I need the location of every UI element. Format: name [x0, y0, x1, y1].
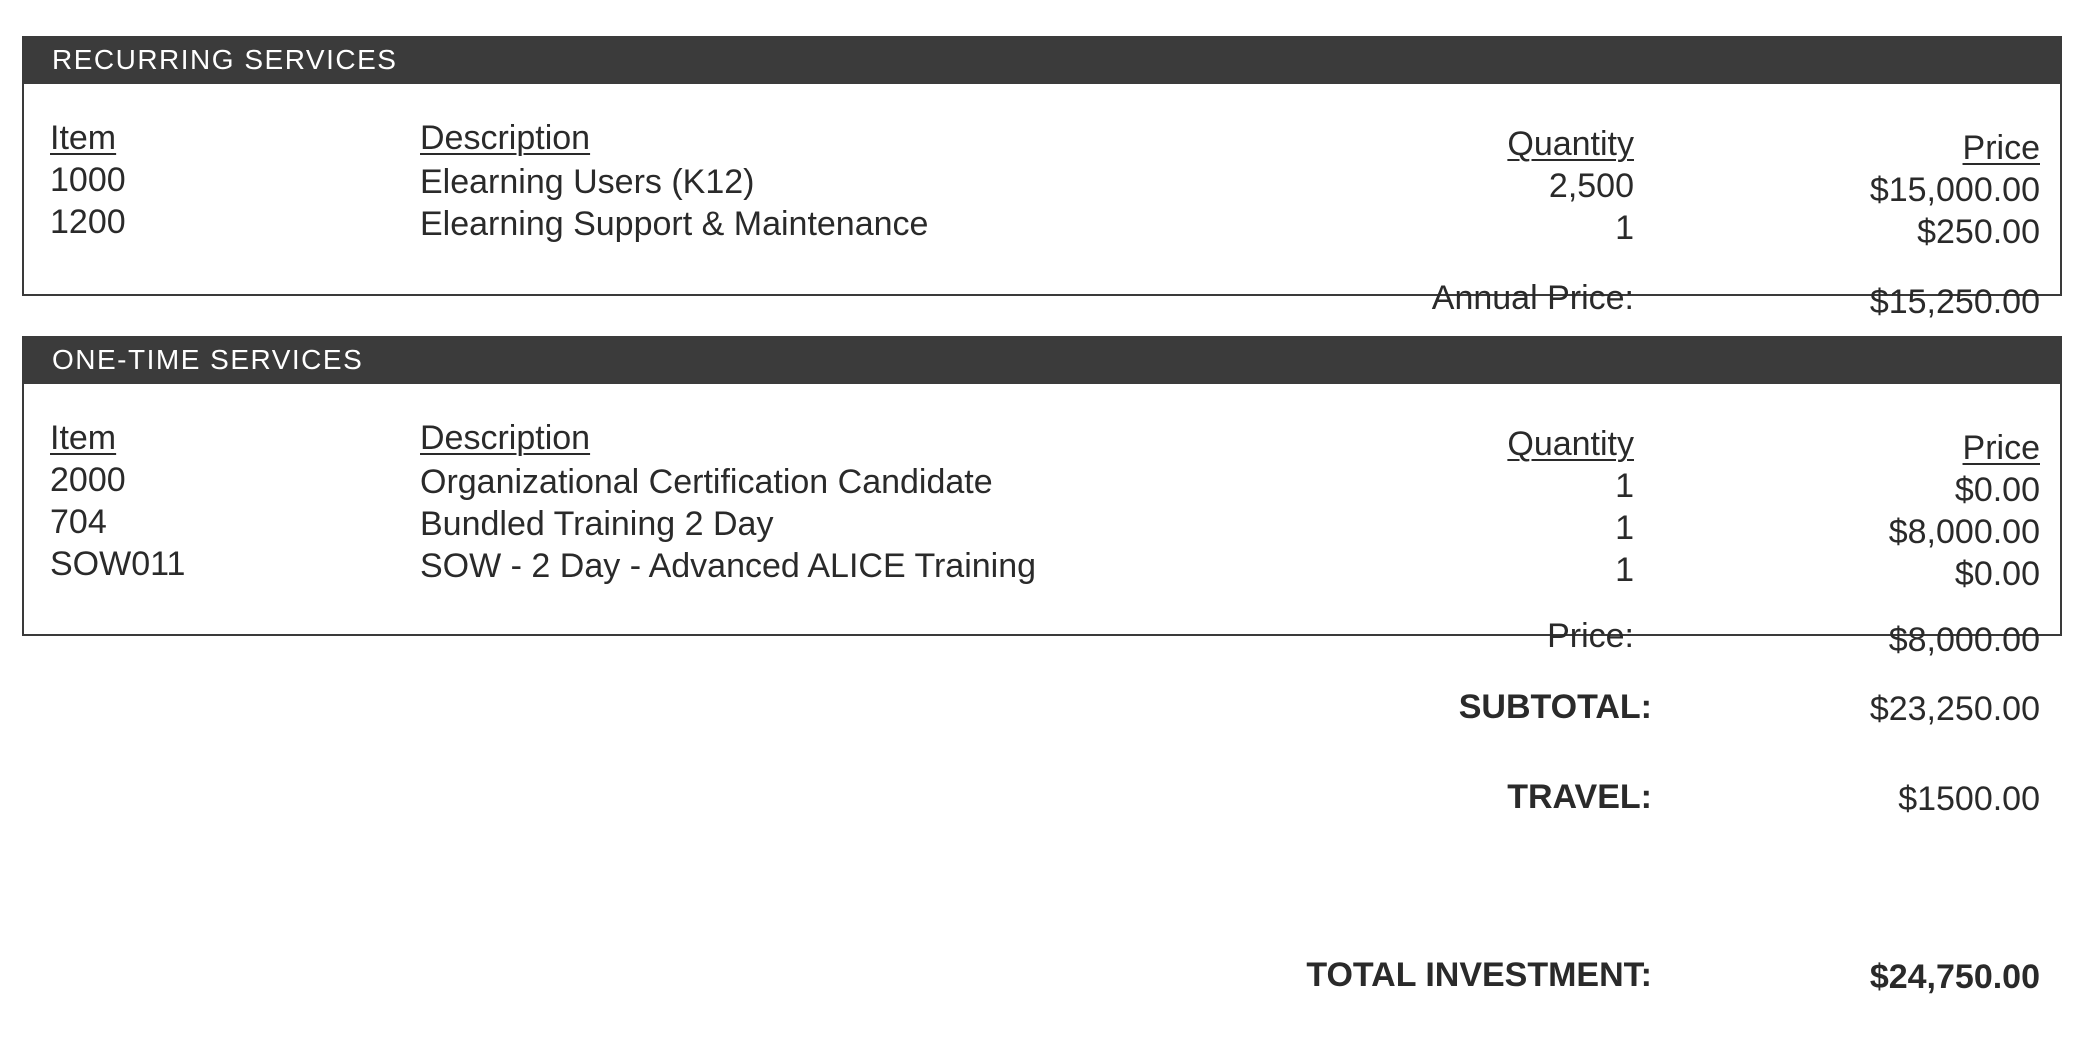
one-time-price-value: $8,000.00: [1888, 621, 2040, 659]
one-time-services-title: ONE-TIME SERVICES: [24, 336, 2060, 384]
total-investment-value: $24,750.00: [1869, 958, 2040, 996]
annual-price-value: $15,250.00: [1869, 283, 2040, 321]
row-item: 1000: [50, 161, 126, 199]
price-column-header: Price: [1962, 429, 2040, 467]
row-description: Bundled Training 2 Day: [420, 505, 774, 543]
travel-value: $1500.00: [1898, 780, 2040, 818]
row-price: $0.00: [1954, 471, 2040, 509]
subtotal-label: SUBTOTAL:: [1458, 688, 1652, 726]
row-quantity: 1: [1615, 509, 1634, 547]
row-quantity: 2,500: [1548, 167, 1634, 205]
row-price: $15,000.00: [1869, 171, 2040, 209]
row-item: 2000: [50, 461, 126, 499]
row-item: 704: [50, 503, 107, 541]
row-quantity: 1: [1615, 209, 1634, 247]
row-price: $0.00: [1954, 555, 2040, 593]
row-description: Elearning Support & Maintenance: [420, 205, 929, 243]
quantity-column-header: Quantity: [1507, 125, 1634, 163]
row-quantity: 1: [1615, 551, 1634, 589]
row-item: SOW011: [50, 545, 186, 583]
quantity-column-header: Quantity: [1507, 425, 1634, 463]
row-description: Organizational Certification Candidate: [420, 463, 993, 501]
price-column-header: Price: [1962, 129, 2040, 167]
travel-label: TRAVEL:: [1507, 778, 1652, 816]
row-quantity: 1: [1615, 467, 1634, 505]
item-column-header: Item: [50, 119, 117, 157]
row-description: SOW - 2 Day - Advanced ALICE Training: [420, 547, 1037, 585]
subtotal-value: $23,250.00: [1869, 690, 2040, 728]
description-column-header: Description: [420, 419, 591, 457]
description-column-header: Description: [420, 119, 591, 157]
item-column-header: Item: [50, 419, 117, 457]
row-description: Elearning Users (K12): [420, 163, 755, 201]
recurring-services-title: RECURRING SERVICES: [24, 36, 2060, 84]
annual-price-label: Annual Price:: [1431, 279, 1634, 317]
row-price: $8,000.00: [1888, 513, 2040, 551]
row-item: 1200: [50, 203, 126, 241]
one-time-price-label: Price:: [1547, 617, 1634, 655]
total-investment-label: TOTAL INVESTMENT:: [1306, 956, 1652, 994]
recurring-services-section: [22, 36, 2062, 321]
one-time-services-section: [22, 336, 2062, 659]
row-price: $250.00: [1917, 213, 2040, 251]
